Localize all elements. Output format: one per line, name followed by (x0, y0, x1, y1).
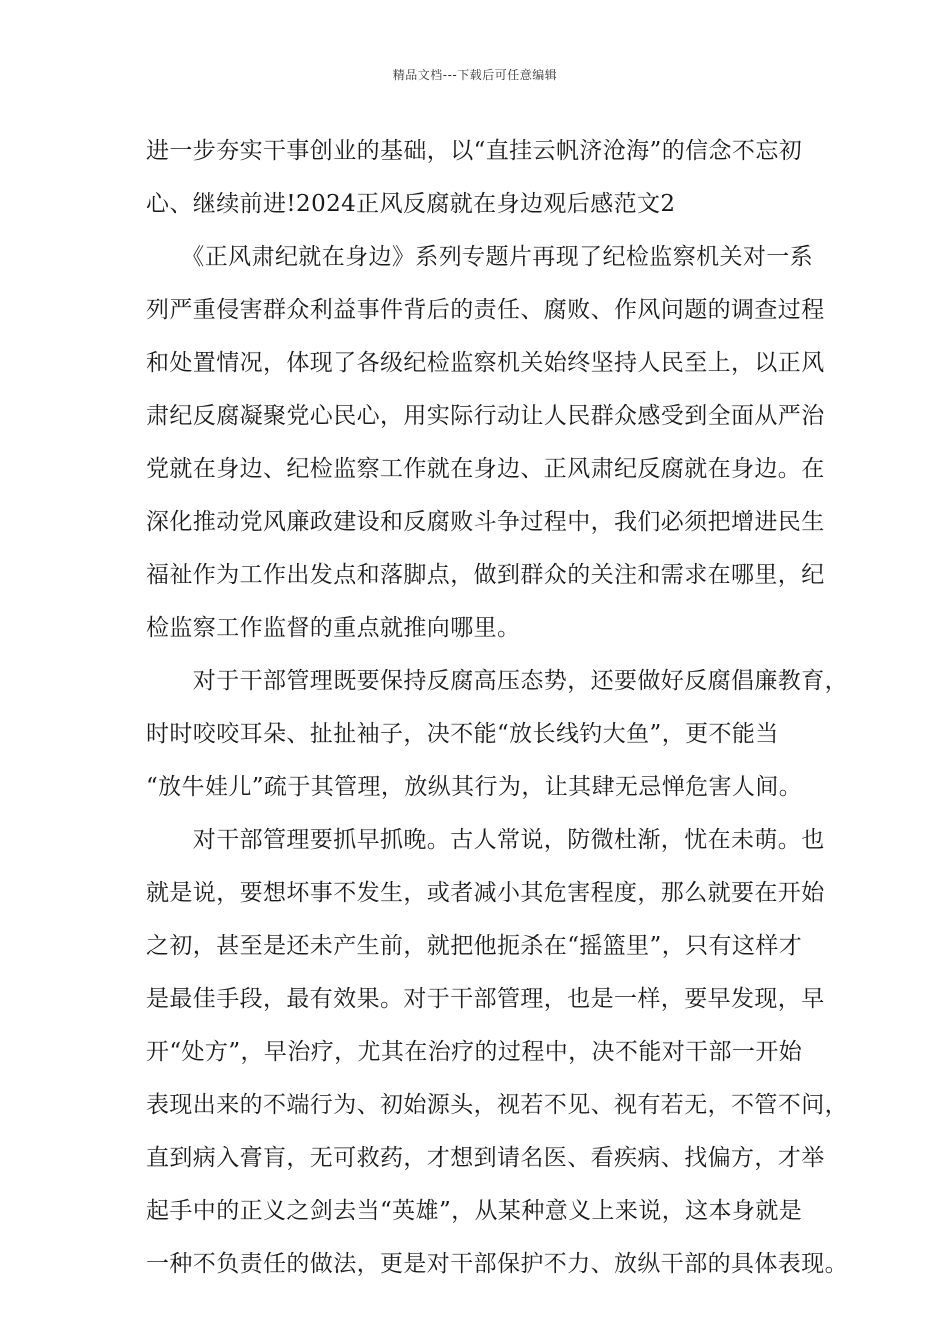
text-line: 福祉作为工作出发点和落脚点，做到群众的关注和需求在哪里，纪 (146, 562, 825, 588)
text-line: 之初，甚至是还未产生前，就把他扼杀在“摇篮里”，只有这样才 (146, 933, 803, 959)
text-line: 肃纪反腐凝聚党心民心，用实际行动让人民群众感受到全面从严治 (146, 403, 825, 429)
text-line: 心、继续前进!2024正风反腐就在身边观后感范文2 (146, 191, 676, 217)
text-line: 一种不负责任的做法，更是对干部保护不力、放纵干部的具体表现。 (146, 1251, 848, 1277)
text-line: 就是说，要想坏事不发生，或者减小其危害程度，那么就要在开始 (146, 880, 825, 906)
text-line: 起手中的正义之剑去当“英雄”，从某种意义上来说，这本身就是 (146, 1198, 803, 1224)
text-line: 表现出来的不端行为、初始源头，视若不见、视有若无，不管不问， (146, 1092, 848, 1118)
text-line: 时时咬咬耳朵、扯扯袖子，决不能“放长线钓大鱼”，更不能当 (146, 721, 779, 747)
text-line: 深化推动党风廉政建设和反腐败斗争过程中，我们必须把增进民生 (146, 509, 825, 535)
text-line: 党就在身边、纪检监察工作就在身边、正风肃纪反腐就在身边。在 (146, 456, 825, 482)
text-line: 对干部管理要抓早抓晚。古人常说，防微杜渐，忧在未萌。也 (146, 827, 825, 853)
page-header: 精品文档---下载后可任意编辑 (392, 68, 558, 82)
text-line: 直到病入膏肓，无可救药，才想到请名医、看疾病、找偏方，才举 (146, 1145, 825, 1171)
text-line: 开“处方”，早治疗，尤其在治疗的过程中，决不能对干部一开始 (146, 1039, 803, 1065)
text-line: 列严重侵害群众利益事件背后的责任、腐败、作风问题的调查过程 (146, 297, 825, 323)
text-line: 和处置情况，体现了各级纪检监察机关始终坚持人民至上，以正风 (146, 350, 825, 376)
text-line: 是最佳手段，最有效果。对于干部管理，也是一样，要早发现，早 (146, 986, 825, 1012)
text-line: “放牛娃儿”疏于其管理，放纵其行为，让其肆无忌惮危害人间。 (146, 774, 803, 800)
document-body (146, 125, 848, 1291)
text-line: 《正风肃纪就在身边》系列专题片再现了纪检监察机关对一系 (146, 244, 814, 270)
text-line: 检监察工作监督的重点就推向哪里。 (146, 615, 521, 641)
text-line: 对于干部管理既要保持反腐高压态势，还要做好反腐倡廉教育， (146, 668, 848, 694)
text-line: 进一步夯实干事创业的基础，以“直挂云帆济沧海”的信念不忘初 (146, 138, 803, 164)
